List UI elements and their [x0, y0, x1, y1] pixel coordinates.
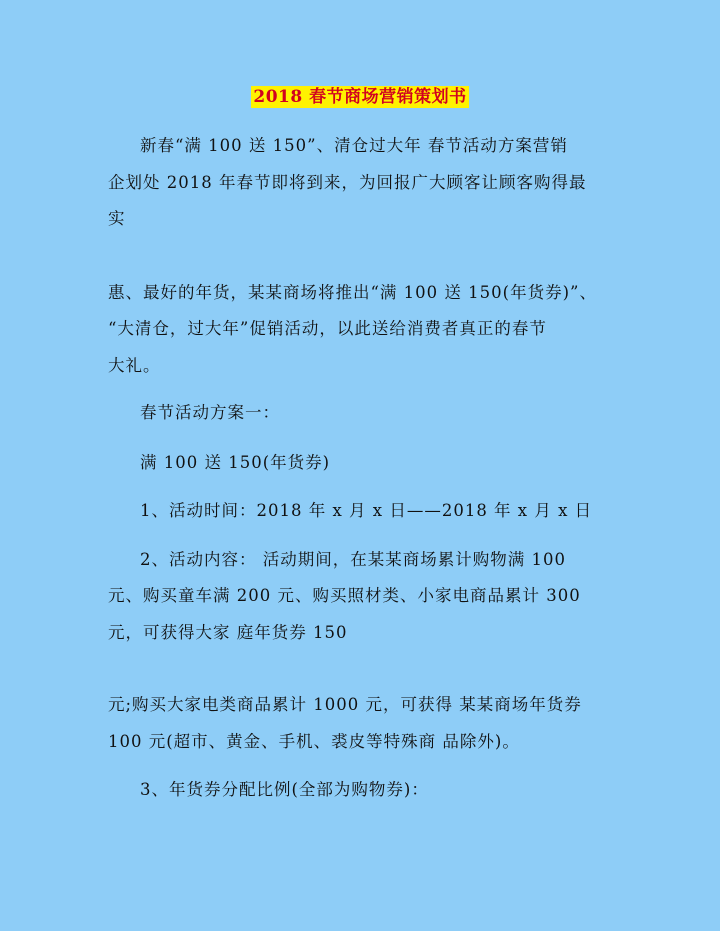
paragraph-line: 元;购买大家电类商品累计 1000 元，可获得 某某商场年货券	[108, 695, 582, 714]
title-container	[0, 86, 720, 108]
document-title: 2018 春节商场营销策划书	[253, 87, 467, 107]
list-item: 1、活动时间：2018 年 x 月 x 日——2018 年 x 月 x 日	[140, 501, 593, 520]
list-item: 2、活动内容： 活动期间，在某某商场累计购物满 100	[140, 550, 566, 569]
paragraph-line: 元、购买童车满 200 元、购买照材类、小家电商品累计 300	[108, 586, 581, 605]
paragraph-line: 企划处 2018 年春节即将到来，为回报广大顾客让顾客购得最	[108, 173, 587, 192]
paragraph-line: 元，可获得大家 庭年货券 150	[108, 623, 348, 642]
paragraph-line: 100 元(超市、黄金、手机、裘皮等特殊商 品除外)。	[108, 732, 520, 751]
paragraph-line: 惠、最好的年货，某某商场将推出“满 100 送 150(年货券)”、	[108, 283, 597, 302]
section-heading: 春节活动方案一：	[140, 403, 280, 422]
list-item: 3、年货券分配比例(全部为购物券)：	[140, 780, 429, 799]
paragraph-line: 新春“满 100 送 150”、清仓过大年 春节活动方案营销	[140, 136, 568, 155]
paragraph-line: 实	[108, 209, 126, 228]
paragraph-line: “大清仓，过大年”促销活动，以此送给消费者真正的春节	[108, 319, 547, 338]
paragraph-line: 大礼。	[108, 356, 161, 375]
paragraph-line: 满 100 送 150(年货券)	[140, 453, 331, 472]
